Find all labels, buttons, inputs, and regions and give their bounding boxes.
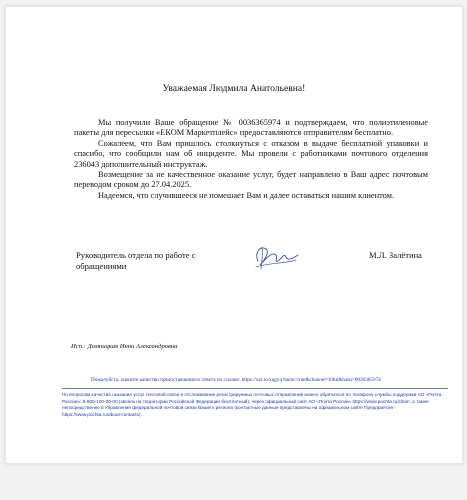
handwritten-signature — [248, 239, 304, 275]
paragraph-compensation: Возмещение за не качественное оказание услуг, будет направлено в Ваш адрес почтовым переводом сроком до 27.04.2025. — [74, 170, 428, 190]
footer-divider — [62, 388, 448, 389]
executor-line: Исп.: Домницкая Инна Александровна — [71, 343, 178, 350]
signer-name: М.Л. Залётина — [369, 250, 422, 260]
survey-link[interactable]: Пожалуйста, оцените качество предоставленного ответа по ссылке: https://ozr.io/xqgyq?anon=true&channel=Sibit&hash=0036365974 — [91, 377, 381, 383]
letter-greeting: Уважаемая Людмила Анатольевна! — [162, 83, 306, 94]
letter-body — [74, 118, 428, 201]
signer-title: Руководитель отдела по работе с обращениями — [76, 250, 196, 271]
paragraph-appeal: Мы получили Ваше обращение № 0036365974 и подтверждаем, что полиэтиленовые пакеты для пересылки «ЕКОМ Маркетплейс» предоставляются отправителям бесплатно. — [74, 118, 428, 138]
letter-page — [5, 6, 463, 464]
footer-contact-note: По вопросам качества оказания услуг почтовой связи и отслеживания регистрируемых почтовых отправлений можно обратиться по телефону службы поддержки АО «Почта России»: 8-800-100-00-00 (звонок на территории Российской Федерации бесплатный), через официальный сайт АО «Почта России» https://www.pochta.ru/claim, а также непосредственно в Управление федеральной почтовой связи Вашего региона (контактные данные представлены на официальном сайте Предприятия - https://www.pochta.ru/about-contacts). — [62, 392, 442, 417]
paragraph-apology: Сожалеем, что Вам пришлось столкнуться с отказом в выдаче бесплатной упаковки и спасибо, что сообщили нам об инциденте. Мы провели с работниками почтового отделения 236043 дополнительный инструктаж. — [74, 138, 428, 169]
paragraph-closing: Надеемся, что случившееся не помешает Вам и далее оставаться нашим клиентом. — [98, 190, 395, 200]
